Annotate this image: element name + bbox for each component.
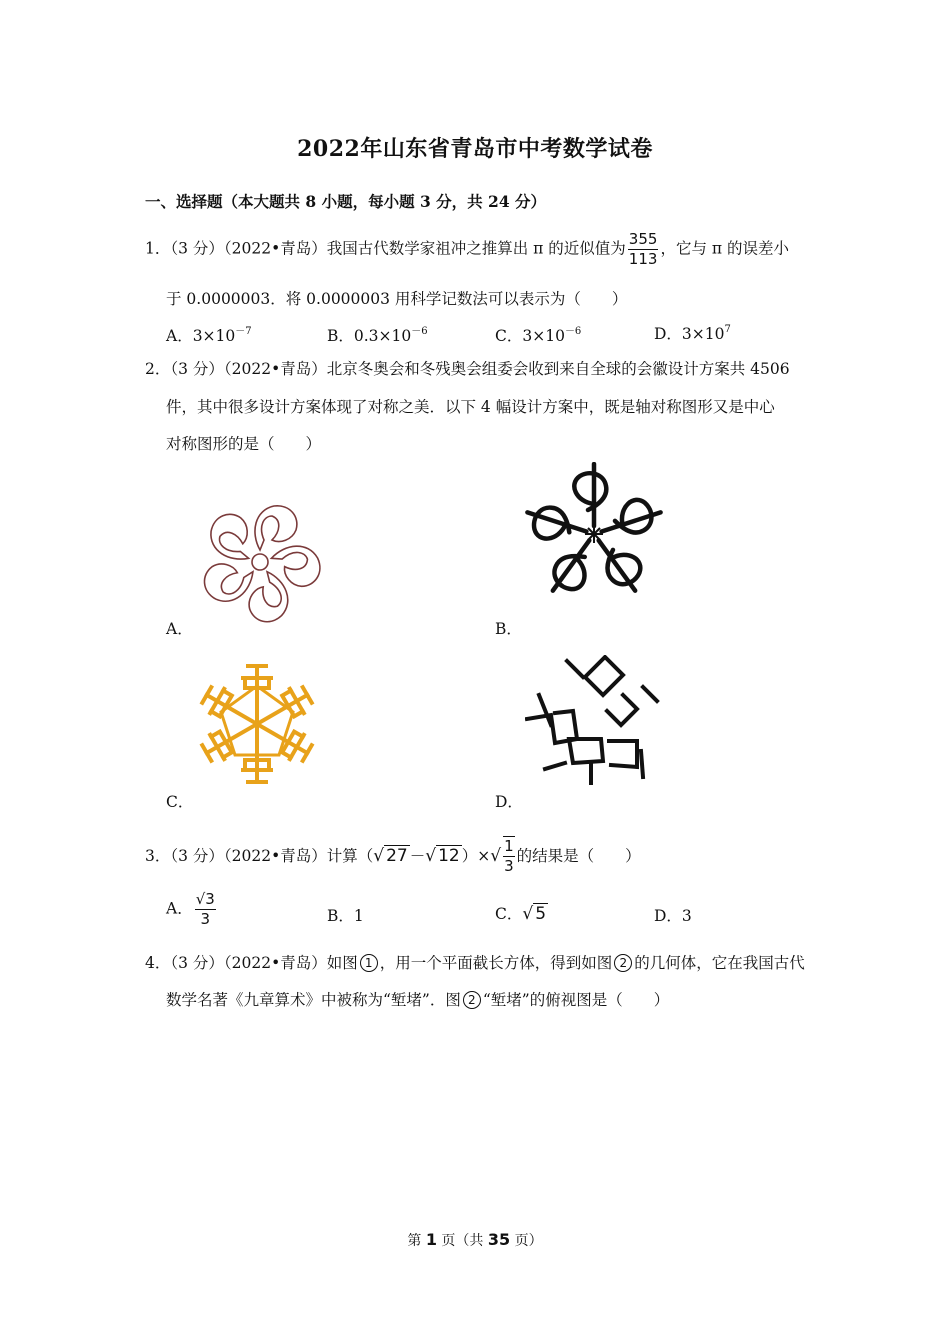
q2-line2: 件，其中很多设计方案体现了对称之美．以下 4 幅设计方案中，既是轴对称图形又是中心 xyxy=(166,398,775,416)
q1-line2: 于 0.0000003．将 0.0000003 用科学记数法可以表示为（ ） xyxy=(166,290,628,308)
emblem-a-figure xyxy=(190,500,330,625)
q4-line2: 数学名著《九章算术》中被称为“堑堵”．图 2 “堑堵”的俯视图是（ ） xyxy=(166,991,670,1009)
figure-1-marker: 1 xyxy=(360,954,378,972)
q1-option-a[interactable]: A．$3\times 10^{-7}$ xyxy=(166,326,252,345)
q1-option-c[interactable]: C．$3\times 10^{-6}$ xyxy=(495,326,582,345)
emblem-c-figure xyxy=(192,662,322,786)
section-heading: 一、选择题（本大题共 8 小题，每小题 3 分，共 24 分） xyxy=(145,192,547,211)
q3-option-a[interactable]: A． $\frac{√3}{3}$ xyxy=(166,890,215,928)
emblem-d-figure xyxy=(525,655,661,790)
page-total: 35 xyxy=(487,1230,511,1249)
sqrt-27: √ 27 xyxy=(373,846,408,866)
emblem-b-label[interactable]: B． xyxy=(495,620,522,638)
page-number: 1 xyxy=(425,1230,437,1249)
figure-2-marker-b: 2 xyxy=(463,991,481,1009)
emblem-c-label[interactable]: C． xyxy=(166,793,194,811)
q1-line1: 1．（3 分）（2022•青岛）我国古代数学家祖冲之推算出 π 的近似值为 $\frac{355}{113}$ ，它与 π 的误差小 xyxy=(145,230,789,268)
emblem-b-figure xyxy=(525,462,663,612)
emblem-d-label[interactable]: D． xyxy=(495,793,523,811)
q3-option-b[interactable]: B．1 xyxy=(327,907,364,925)
q3-option-d[interactable]: D．3 xyxy=(654,907,692,925)
figure-2-marker: 2 xyxy=(614,954,632,972)
sqrt-one-third: √ $\frac{1}{3}$ xyxy=(490,837,514,875)
page-footer: 第 1 页（共 35 页） xyxy=(407,1230,543,1249)
page-title: 2022年山东省青岛市中考数学试卷 xyxy=(297,136,653,162)
q4-line1: 4．（3 分）（2022•青岛）如图 1 ，用一个平面截长方体，得到如图 2 的几何体，它在我国古代 xyxy=(145,954,805,972)
sqrt-12: √ 12 xyxy=(425,846,460,866)
q1-option-b[interactable]: B．$0.3\times 10^{-6}$ xyxy=(327,326,428,345)
q1-option-d[interactable]: D．$3\times 10^7$ xyxy=(654,324,731,343)
q2-line1: 2．（3 分）（2022•青岛）北京冬奥会和冬残奥会组委会收到来自全球的会徽设计方案共 4506 xyxy=(145,360,790,378)
emblem-a-label[interactable]: A． xyxy=(166,620,193,638)
q3-option-c[interactable]: C．√ 5 xyxy=(495,904,547,924)
q1-fraction: $\frac{355}{113}$ xyxy=(628,230,658,268)
q3-line1: 3．（3 分）（2022•青岛）计算（√ 27 －√ 12 ）×√ $\frac{1}{3}$ 的结果是（ ） xyxy=(145,837,641,875)
q2-line3: 对称图形的是（ ） xyxy=(166,435,322,453)
